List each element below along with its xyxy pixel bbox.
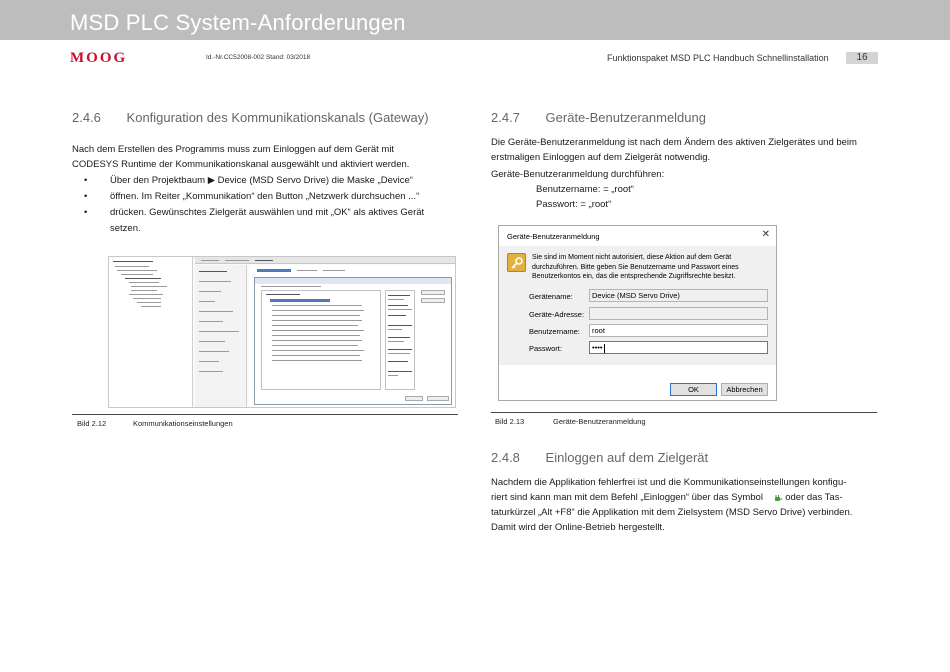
- moog-logo: MOOG: [70, 50, 128, 66]
- section-title: Konfiguration des Kommunikationskanals (Gateway): [126, 110, 429, 125]
- section-title: Einloggen auf dem Zielgerät: [545, 450, 709, 465]
- message-line: Benutzerkontos ein, das die entsprechende Zugriffsrechte besitzt.: [532, 273, 736, 280]
- list-item-line: • drücken. Gewünschtes Zielgerät auswählen und mit „OK“ als aktives Gerät: [110, 207, 425, 218]
- intro-line: Nach dem Erstellen des Programms muss zum Einloggen auf dem Gerät mit: [72, 144, 395, 155]
- page-title: MSD PLC System-Anforderungen: [70, 10, 406, 35]
- login-steps-intro: Geräte-Benutzeranmeldung durchführen:: [491, 169, 665, 180]
- dialog-ok-button[interactable]: [405, 396, 423, 401]
- header-bar: [0, 0, 950, 40]
- paragraph-line: erstmaligen Einloggen auf dem Zielgerät notwendig.: [491, 152, 711, 163]
- list-item: [84, 205, 464, 237]
- section-title: Geräte-Benutzeranmeldung: [545, 110, 706, 125]
- password-instruction: Passwort: = „root“: [536, 199, 612, 210]
- key-icon: [507, 253, 526, 272]
- paragraph-line: Nachdem die Applikation fehlerfrei ist und die Kommunikationseinstellungen konfigu-: [491, 477, 847, 488]
- section-2-4-6-heading: [72, 110, 429, 125]
- section-2-4-7-heading: [491, 110, 706, 125]
- scan-network-button[interactable]: [421, 290, 445, 295]
- communication-settings-screenshot: [108, 256, 456, 408]
- section-number: 2.4.7: [491, 110, 520, 125]
- login-plug-icon: [774, 493, 783, 502]
- message-line: Sie sind im Moment nicht autorisiert, diese Aktion auf dem Gerät: [532, 254, 732, 261]
- password-value: ••••: [592, 343, 603, 352]
- dialog-title: Geräte-Benutzeranmeldung: [507, 232, 600, 241]
- username-instruction: Benutzername: = „root“: [536, 184, 634, 195]
- message-line: durchzuführen. Bitte geben Sie Benutzername und Passwort eines: [532, 263, 739, 271]
- paragraph-line: taturkürzel „Alt +F8“ die Applikation mit dem Zielsystem (MSD Servo Drive) verbinden.: [491, 507, 853, 518]
- device-name-label: Gerätename:: [529, 292, 573, 301]
- device-list: [261, 290, 381, 390]
- dialog-cancel-button[interactable]: [427, 396, 449, 401]
- username-field[interactable]: root: [589, 324, 768, 337]
- password-label: Passwort:: [529, 344, 562, 353]
- instruction-list: [84, 173, 464, 237]
- section-number: 2.4.8: [491, 450, 520, 465]
- page-number: 16: [846, 52, 878, 64]
- list-item-line: setzen.: [110, 223, 141, 234]
- editor-tabs: [195, 257, 456, 264]
- device-address-field: [589, 307, 768, 320]
- select-device-dialog: [254, 277, 452, 405]
- figure-caption: Kommunikationseinstellungen: [133, 419, 233, 428]
- paragraph-text: riert sind kann man mit dem Befehl „Einloggen“ über das Symbol: [491, 492, 763, 503]
- section-number: 2.4.6: [72, 110, 101, 125]
- paragraph-line: Die Geräte-Benutzeranmeldung ist nach dem Ändern des aktiven Zielgerätes und beim: [491, 137, 857, 148]
- device-address-label: Geräte-Adresse:: [529, 310, 585, 319]
- device-login-dialog: [498, 225, 777, 401]
- figure-caption: Geräte-Benutzeranmeldung: [553, 417, 646, 426]
- login-target-paragraph: [491, 475, 891, 535]
- figure-number: Bild 2.12: [77, 419, 107, 428]
- device-info-panel: [385, 290, 415, 390]
- authorization-message: [532, 253, 770, 282]
- password-field[interactable]: [589, 341, 768, 354]
- handbook-title: Funktionspaket MSD PLC Handbuch Schnellinstallation: [607, 53, 829, 63]
- text-caret: [604, 344, 605, 353]
- close-icon[interactable]: ✕: [761, 229, 770, 240]
- figure-rule: [72, 414, 458, 415]
- intro-line: CODESYS Runtime der Kommunikationskanal ausgewählt und aktiviert werden.: [72, 159, 410, 170]
- device-name-field: Device (MSD Servo Drive): [589, 289, 768, 302]
- login-paragraph: [491, 135, 891, 165]
- wink-button[interactable]: [421, 298, 445, 303]
- intro-paragraph: [72, 142, 462, 172]
- username-label: Benutzername:: [529, 327, 580, 336]
- ok-button[interactable]: OK: [670, 383, 717, 396]
- figure-rule: [491, 412, 877, 413]
- paragraph-line: Damit wird der Online-Betrieb hergestellt.: [491, 522, 665, 533]
- cancel-button[interactable]: Abbrechen: [721, 383, 768, 396]
- list-item: • Über den Projektbaum ▶ Device (MSD Servo Drive) die Maske „Device“: [84, 173, 464, 189]
- paragraph-line: [491, 490, 891, 505]
- list-item: • öffnen. Im Reiter „Kommunikation“ den Button „Netzwerk durchsuchen ...“: [84, 189, 464, 205]
- figure-number: Bild 2.13: [495, 417, 525, 426]
- device-settings-nav: [195, 265, 247, 408]
- document-id: Id.-Nr.CC52008-002 Stand: 03/2018: [206, 54, 311, 61]
- paragraph-text: oder das Tas-: [785, 492, 843, 503]
- project-tree: [109, 257, 193, 408]
- section-2-4-8-heading: [491, 450, 708, 465]
